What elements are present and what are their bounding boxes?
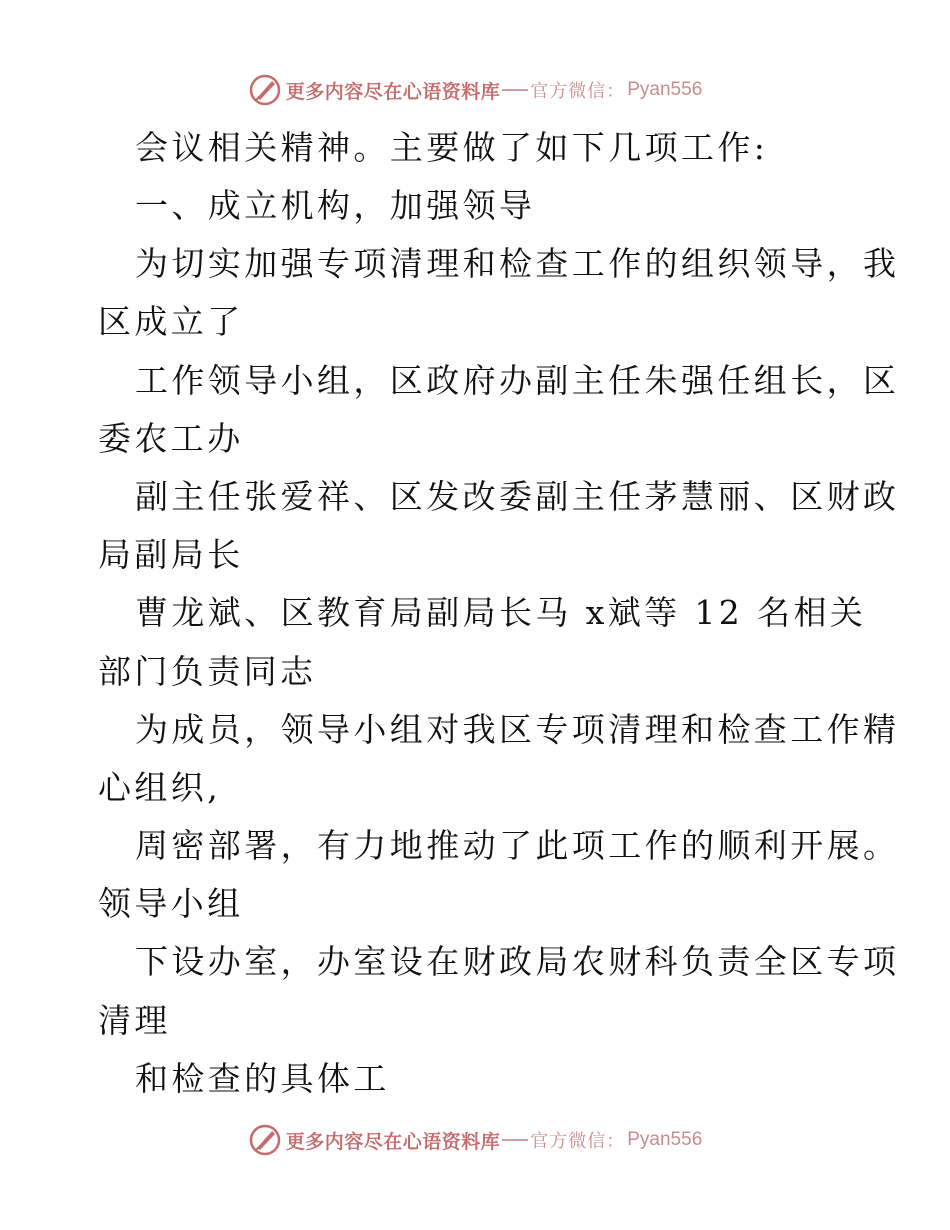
body-line: 为切实加强专项清理和检查工作的组织领导，我: [135, 244, 900, 283]
body-line: 会议相关精神。主要做了如下几项工作:: [135, 128, 769, 167]
header-wechat-id: Pyan556: [627, 79, 703, 100]
footer-site-text: 更多内容尽在心语资料库: [285, 1130, 501, 1153]
body-line: 委农工办: [98, 419, 244, 458]
quill-logo-icon: [248, 73, 282, 107]
body-line: 为成员，领导小组对我区专项清理和检查工作精: [135, 710, 900, 749]
body-line: 部门负责同志: [98, 652, 317, 691]
body-line: 周密部署，有力地推动了此项工作的顺利开展。: [135, 826, 900, 865]
body-line: 曹龙斌、区教育局副局长马 x斌等 12 名相关: [135, 593, 867, 632]
quill-logo-icon: [248, 1123, 282, 1157]
body-line: 局副局长: [98, 535, 244, 574]
body-line: 心组织,: [98, 768, 222, 807]
body-line: 下设办室，办室设在财政局农财科负责全区专项: [135, 942, 900, 981]
header-wechat-label: 官方微信：: [530, 81, 626, 102]
header-watermark-banner: [0, 70, 950, 110]
body-line: 一、成立机构，加强领导: [135, 186, 536, 225]
footer-wechat-id: Pyan556: [627, 1129, 703, 1150]
body-line: 工作领导小组，区政府办副主任朱强任组长，区: [135, 361, 900, 400]
header-site-text: 更多内容尽在心语资料库: [285, 80, 501, 103]
footer-wechat-label: 官方微信：: [530, 1131, 626, 1152]
body-line: 和检查的具体工: [135, 1059, 390, 1098]
footer-dash: [502, 1139, 528, 1141]
footer-watermark-banner: [0, 1120, 950, 1160]
header-dash: [502, 89, 528, 91]
body-line: 区成立了: [98, 302, 244, 341]
body-line: 清理: [98, 1001, 171, 1040]
body-line: 副主任张爱祥、区发改委副主任茅慧丽、区财政: [135, 477, 900, 516]
body-line: 领导小组: [98, 884, 244, 923]
